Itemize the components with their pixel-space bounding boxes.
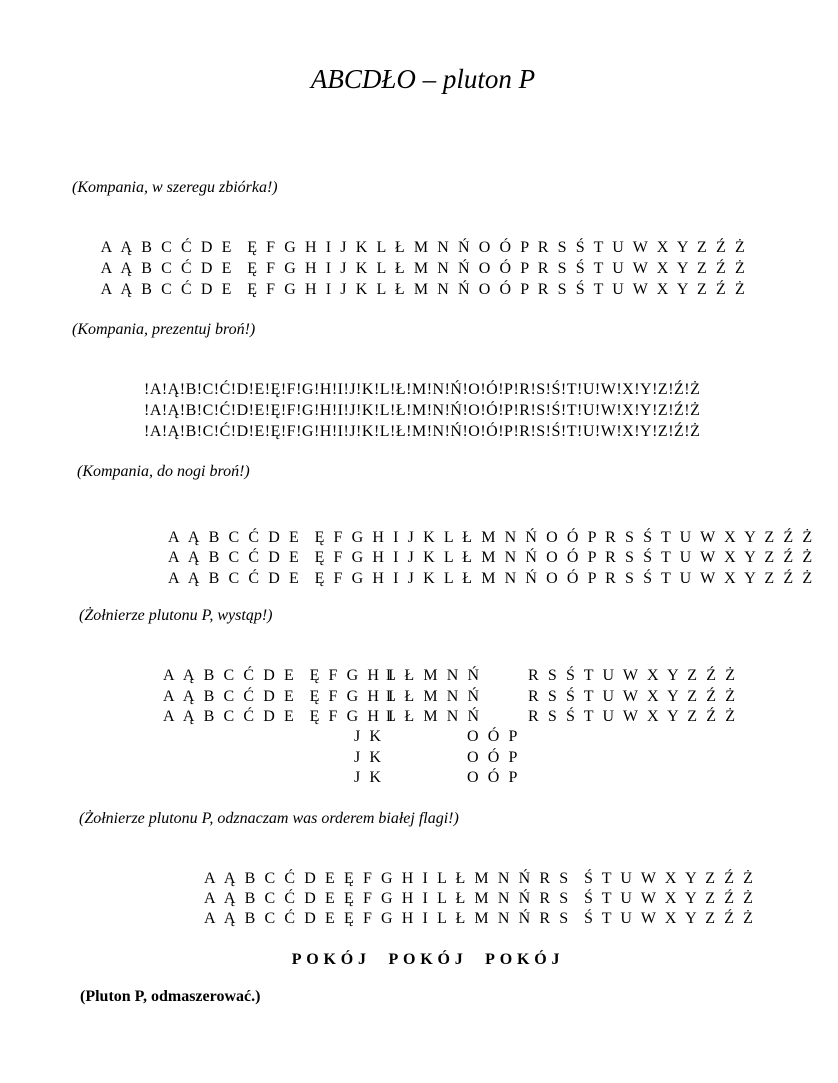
rank-middle-group: L Ł M N Ń — [386, 667, 482, 684]
stepped-out-left: J K — [354, 728, 384, 745]
rank-right-group: R S Ś T U W X Y Z Ź Ż — [528, 688, 738, 705]
command-line: (Kompania, do nogi broń!) — [77, 463, 250, 480]
letter-row: A Ą B C Ć D E Ę F G H I J K L Ł M N Ń O Ó P R S Ś T U W X Y Z Ź Ż — [100, 239, 748, 256]
stepped-out-left: J K — [354, 749, 384, 766]
rank-right-group: R S Ś T U W X Y Z Ź Ż — [528, 708, 738, 725]
command-line: (Kompania, prezentuj broń!) — [72, 321, 256, 338]
letter-row: A Ą B C Ć D E Ę F G H I L Ł M N Ń R S Ś T U W X Y Z Ź Ż — [204, 890, 756, 907]
letter-row: !A!Ą!B!C!Ć!D!E!Ę!F!G!H!I!J!K!L!Ł!M!N!Ń!O!Ó!P!R!S!Ś!T!U!W!X!Y!Z!Ź!Ż — [144, 402, 701, 419]
letter-row: A Ą B C Ć D E Ę F G H I J K L Ł M N Ń O Ó P R S Ś T U W X Y Z Ź Ż — [100, 281, 748, 298]
letter-row: A Ą B C Ć D E Ę F G H I L Ł M N Ń R S Ś T U W X Y Z Ź Ż — [204, 870, 756, 887]
letter-row: A Ą B C Ć D E Ę F G H I J K L Ł M N Ń O Ó P R S Ś T U W X Y Z Ź Ż — [100, 260, 748, 277]
poem-title: ABCDŁO – pluton P — [310, 64, 536, 94]
command-line: (Żołnierze plutonu P, wystąp!) — [79, 607, 273, 624]
rank-left-group: A Ą B C Ć D E Ę F G H I — [163, 708, 397, 725]
rank-middle-group: L Ł M N Ń — [386, 688, 482, 705]
letter-row: A Ą B C Ć D E Ę F G H I L Ł M N Ń R S Ś T U W X Y Z Ź Ż — [204, 910, 756, 927]
letter-row: A Ą B C Ć D E Ę F G H I J K L Ł M N Ń O Ó P R S Ś T U W X Y Z Ź Ż — [168, 549, 815, 566]
letter-row: A Ą B C Ć D E Ę F G H I J K L Ł M N Ń O Ó P R S Ś T U W X Y Z Ź Ż — [168, 529, 815, 546]
peace-line: POKÓJ POKÓJ POKÓJ — [291, 951, 565, 968]
stepped-out-right: O Ó P — [467, 769, 521, 786]
rank-left-group: A Ą B C Ć D E Ę F G H I — [163, 688, 397, 705]
stepped-out-left: J K — [354, 769, 384, 786]
letter-row: !A!Ą!B!C!Ć!D!E!Ę!F!G!H!I!J!K!L!Ł!M!N!Ń!O!Ó!P!R!S!Ś!T!U!W!X!Y!Z!Ź!Ż — [144, 423, 701, 440]
stepped-out-right: O Ó P — [467, 749, 521, 766]
command-line: (Żołnierze plutonu P, odznaczam was orderem białej flagi!) — [79, 810, 459, 827]
rank-left-group: A Ą B C Ć D E Ę F G H I — [163, 667, 397, 684]
final-command: (Pluton P, odmaszerować.) — [80, 988, 261, 1005]
rank-middle-group: L Ł M N Ń — [386, 708, 482, 725]
stepped-out-right: O Ó P — [467, 728, 521, 745]
rank-right-group: R S Ś T U W X Y Z Ź Ż — [528, 667, 738, 684]
command-line: (Kompania, w szeregu zbiórka!) — [72, 179, 278, 196]
letter-row: A Ą B C Ć D E Ę F G H I J K L Ł M N Ń O Ó P R S Ś T U W X Y Z Ź Ż — [168, 570, 815, 587]
letter-row: !A!Ą!B!C!Ć!D!E!Ę!F!G!H!I!J!K!L!Ł!M!N!Ń!O!Ó!P!R!S!Ś!T!U!W!X!Y!Z!Ź!Ż — [144, 381, 701, 398]
